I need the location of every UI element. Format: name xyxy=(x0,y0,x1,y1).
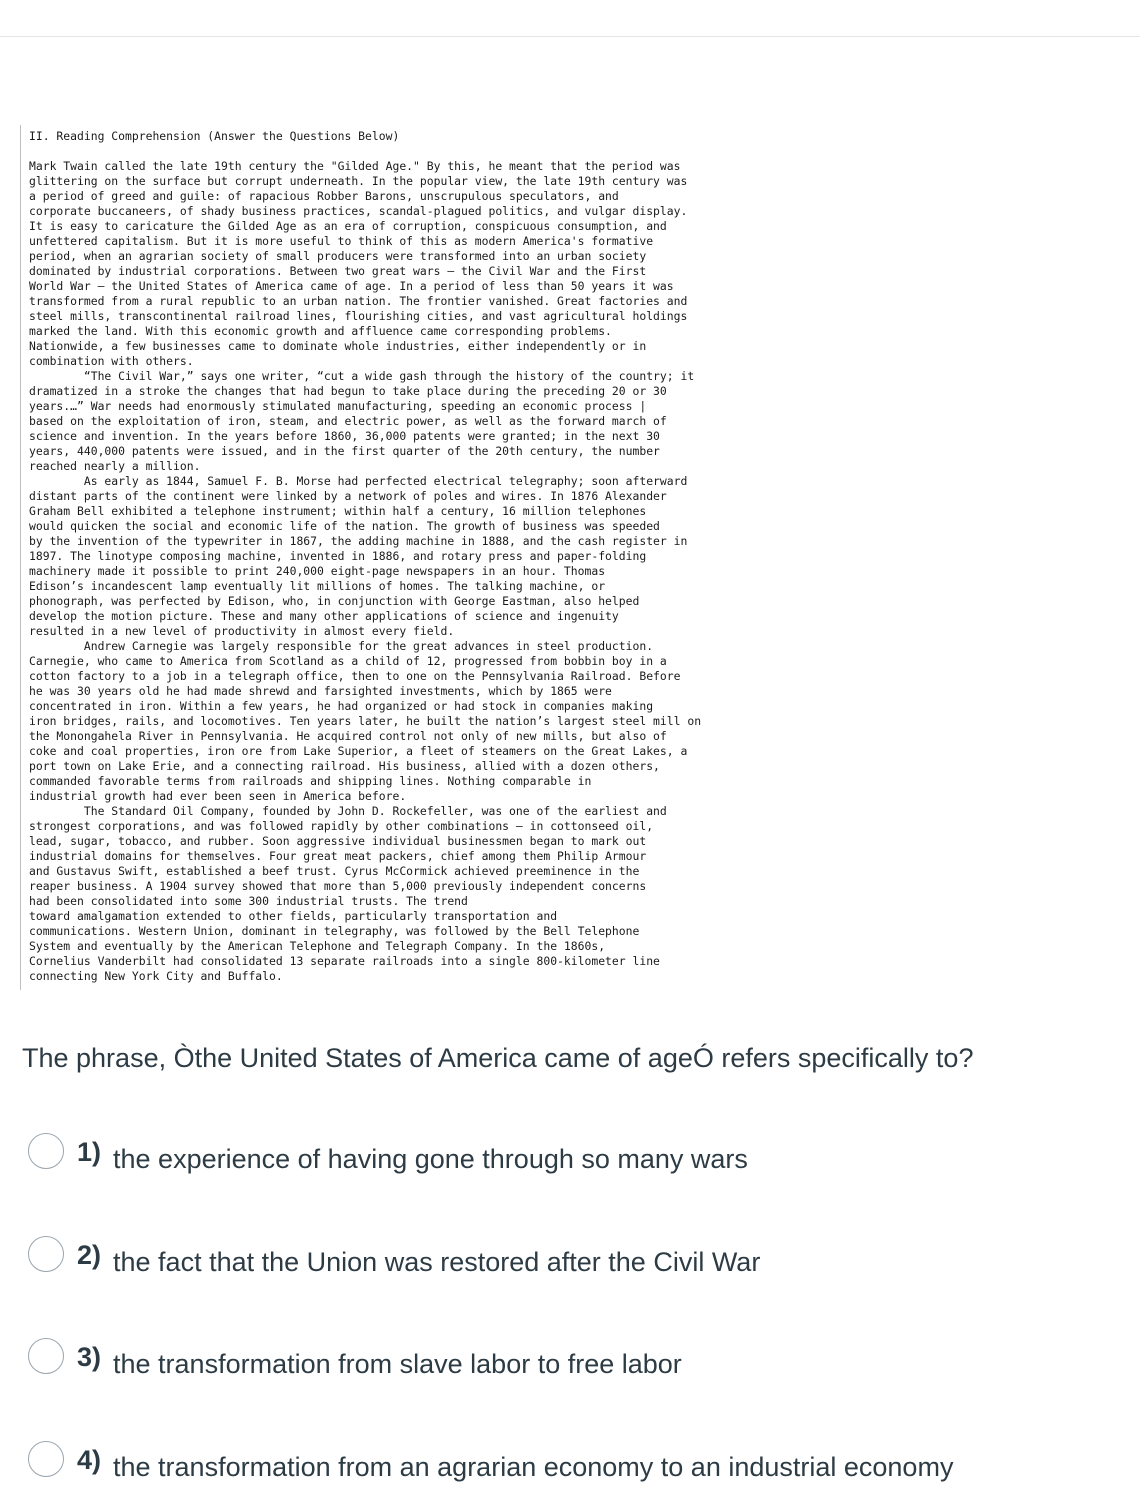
passage-line: Edison’s incandescent lamp eventually lit millions of homes. The talking machine, or xyxy=(29,579,606,593)
option-number: 4) xyxy=(77,1444,102,1475)
passage-line: phonograph, was perfected by Edison, who, in conjunction with George Eastman, also helped xyxy=(29,594,640,608)
radio-button-icon[interactable] xyxy=(28,1133,64,1169)
passage-line: science and invention. In the years before 1860, 36,000 patents were granted; in the next 30 xyxy=(29,429,660,443)
answer-option-1[interactable] xyxy=(28,1138,748,1178)
passage-line: World War – the United States of America came of age. In a period of less than 50 years it was xyxy=(29,279,674,293)
option-number: 2) xyxy=(77,1239,102,1270)
option-number: 1) xyxy=(77,1136,102,1167)
option-text: the transformation from slave labor to free labor xyxy=(113,1348,682,1379)
option-text: the fact that the Union was restored after the Civil War xyxy=(113,1246,761,1277)
passage-line: develop the motion picture. These and many other applications of science and ingenuity xyxy=(29,609,619,623)
passage-line: commanded favorable terms from railroads and shipping lines. Nothing comparable in xyxy=(29,774,592,788)
passage-line: Andrew Carnegie was largely responsible for the great advances in steel production. xyxy=(29,639,654,653)
passage-line: dramatized in a stroke the changes that had begun to take place during the preceding 20 or 30 xyxy=(29,384,667,398)
passage-line: communications. Western Union, dominant in telegraphy, was followed by the Bell Telephone xyxy=(29,924,640,938)
passage-line: transformed from a rural republic to an urban nation. The frontier vanished. Great factories and xyxy=(29,294,688,308)
passage-line: machinery made it possible to print 240,000 eight-page newspapers in an hour. Thomas xyxy=(29,564,606,578)
passage-line: Carnegie, who came to America from Scotland as a child of 12, progressed from bobbin boy in a xyxy=(29,654,667,668)
passage-line: “The Civil War,” says one writer, “cut a wide gash through the history of the country; it xyxy=(29,369,695,383)
passage-heading: II. Reading Comprehension (Answer the Questions Below) xyxy=(29,129,400,143)
answer-option-3[interactable] xyxy=(28,1343,682,1383)
passage-line: connecting New York City and Buffalo. xyxy=(29,969,283,983)
top-divider xyxy=(0,36,1140,37)
radio-button-icon[interactable] xyxy=(28,1441,64,1477)
answer-option-2[interactable] xyxy=(28,1241,760,1281)
passage-line: distant parts of the continent were linked by a network of poles and wires. In 1876 Alexander xyxy=(29,489,667,503)
passage-line: the Monongahela River in Pennsylvania. He acquired control not only of new mills, but also of xyxy=(29,729,667,743)
passage-line: Cornelius Vanderbilt had consolidated 13 separate railroads into a single 800-kilometer line xyxy=(29,954,660,968)
passage-line: unfettered capitalism. But it is more useful to think of this as modern America's formative xyxy=(29,234,654,248)
passage-line: had been consolidated into some 300 industrial trusts. The trend xyxy=(29,894,468,908)
option-text: the transformation from an agrarian economy to an industrial economy xyxy=(113,1451,954,1482)
passage-line: a period of greed and guile: of rapacious Robber Barons, unscrupulous speculators, and xyxy=(29,189,619,203)
passage-image xyxy=(20,125,790,990)
passage-line: by the invention of the typewriter in 1867, the adding machine in 1888, and the cash register in xyxy=(29,534,688,548)
passage-line: port town on Lake Erie, and a connecting railroad. His business, allied with a dozen others, xyxy=(29,759,660,773)
passage-line: System and eventually by the American Telephone and Telegraph Company. In the 1860s, xyxy=(29,939,606,953)
passage-line: he was 30 years old he had made shrewd and farsighted investments, which by 1865 were xyxy=(29,684,612,698)
passage-line: Graham Bell exhibited a telephone instrument; within half a century, 16 million telephones xyxy=(29,504,647,518)
passage-line: iron bridges, rails, and locomotives. Ten years later, he built the nation’s largest steel mill on xyxy=(29,714,702,728)
passage-line: industrial domains for themselves. Four great meat packers, chief among them Philip Armour xyxy=(29,849,647,863)
passage-line: corporate buccaneers, of shady business practices, scandal-plagued politics, and vulgar display. xyxy=(29,204,688,218)
passage-line: years, 440,000 patents were issued, and in the first quarter of the 20th century, the number xyxy=(29,444,660,458)
passage-line: reaper business. A 1904 survey showed that more than 5,000 previously independent concerns xyxy=(29,879,647,893)
passage-line: The Standard Oil Company, founded by John D. Rockefeller, was one of the earliest and xyxy=(29,804,667,818)
passage-line: Nationwide, a few businesses came to dominate whole industries, either independently or in xyxy=(29,339,647,353)
option-number: 3) xyxy=(77,1341,102,1372)
passage-line: period, when an agrarian society of small producers were transformed into an urban society xyxy=(29,249,647,263)
passage-line: It is easy to caricature the Gilded Age as an era of corruption, conspicuous consumption, and xyxy=(29,219,667,233)
passage-line: 1897. The linotype composing machine, invented in 1886, and rotary press and paper-folding xyxy=(29,549,647,563)
passage-line: based on the exploitation of iron, steam, and electric power, as well as the forward march of xyxy=(29,414,667,428)
passage-line: reached nearly a million. xyxy=(29,459,201,473)
passage-body xyxy=(29,159,790,984)
passage-line: combination with others. xyxy=(29,354,194,368)
passage-line: dominated by industrial corporations. Between two great wars – the Civil War and the First xyxy=(29,264,647,278)
option-text: the experience of having gone through so many wars xyxy=(113,1143,748,1174)
passage-line: marked the land. With this economic growth and affluence came corresponding problems. xyxy=(29,324,612,338)
passage-line: strongest corporations, and was followed rapidly by other combinations – in cottonseed oil, xyxy=(29,819,654,833)
answer-option-4[interactable] xyxy=(28,1446,953,1486)
passage-line: years.…” War needs had enormously stimulated manufacturing, speeding an economic process | xyxy=(29,399,647,413)
passage-line: industrial growth had ever been seen in America before. xyxy=(29,789,407,803)
passage-line: steel mills, transcontinental railroad lines, flourishing cities, and vast agricultural holdings xyxy=(29,309,688,323)
passage-line: glittering on the surface but corrupt underneath. In the popular view, the late 19th century was xyxy=(29,174,688,188)
passage-line: cotton factory to a job in a telegraph office, then to one on the Pennsylvania Railroad. Before xyxy=(29,669,681,683)
passage-line: would quicken the social and economic life of the nation. The growth of business was speeded xyxy=(29,519,660,533)
radio-button-icon[interactable] xyxy=(28,1236,64,1272)
passage-line: concentrated in iron. Within a few years, he had organized or had stock in companies making xyxy=(29,699,654,713)
passage-line: resulted in a new level of productivity in almost every field. xyxy=(29,624,455,638)
passage-line: As early as 1844, Samuel F. B. Morse had perfected electrical telegraphy; soon afterward xyxy=(29,474,688,488)
passage-line: Mark Twain called the late 19th century the "Gilded Age." By this, he meant that the period was xyxy=(29,159,681,173)
question-text: The phrase, Òthe United States of America came of ageÓ refers specifically to? xyxy=(22,1043,974,1073)
passage-line: coke and coal properties, iron ore from Lake Superior, a fleet of steamers on the Great Lakes, a xyxy=(29,744,688,758)
passage-line: lead, sugar, tobacco, and rubber. Soon aggressive individual businessmen began to mark out xyxy=(29,834,647,848)
passage-line: toward amalgamation extended to other fields, particularly transportation and xyxy=(29,909,558,923)
passage-line: and Gustavus Swift, established a beef trust. Cyrus McCormick achieved preeminence in the xyxy=(29,864,640,878)
radio-button-icon[interactable] xyxy=(28,1338,64,1374)
